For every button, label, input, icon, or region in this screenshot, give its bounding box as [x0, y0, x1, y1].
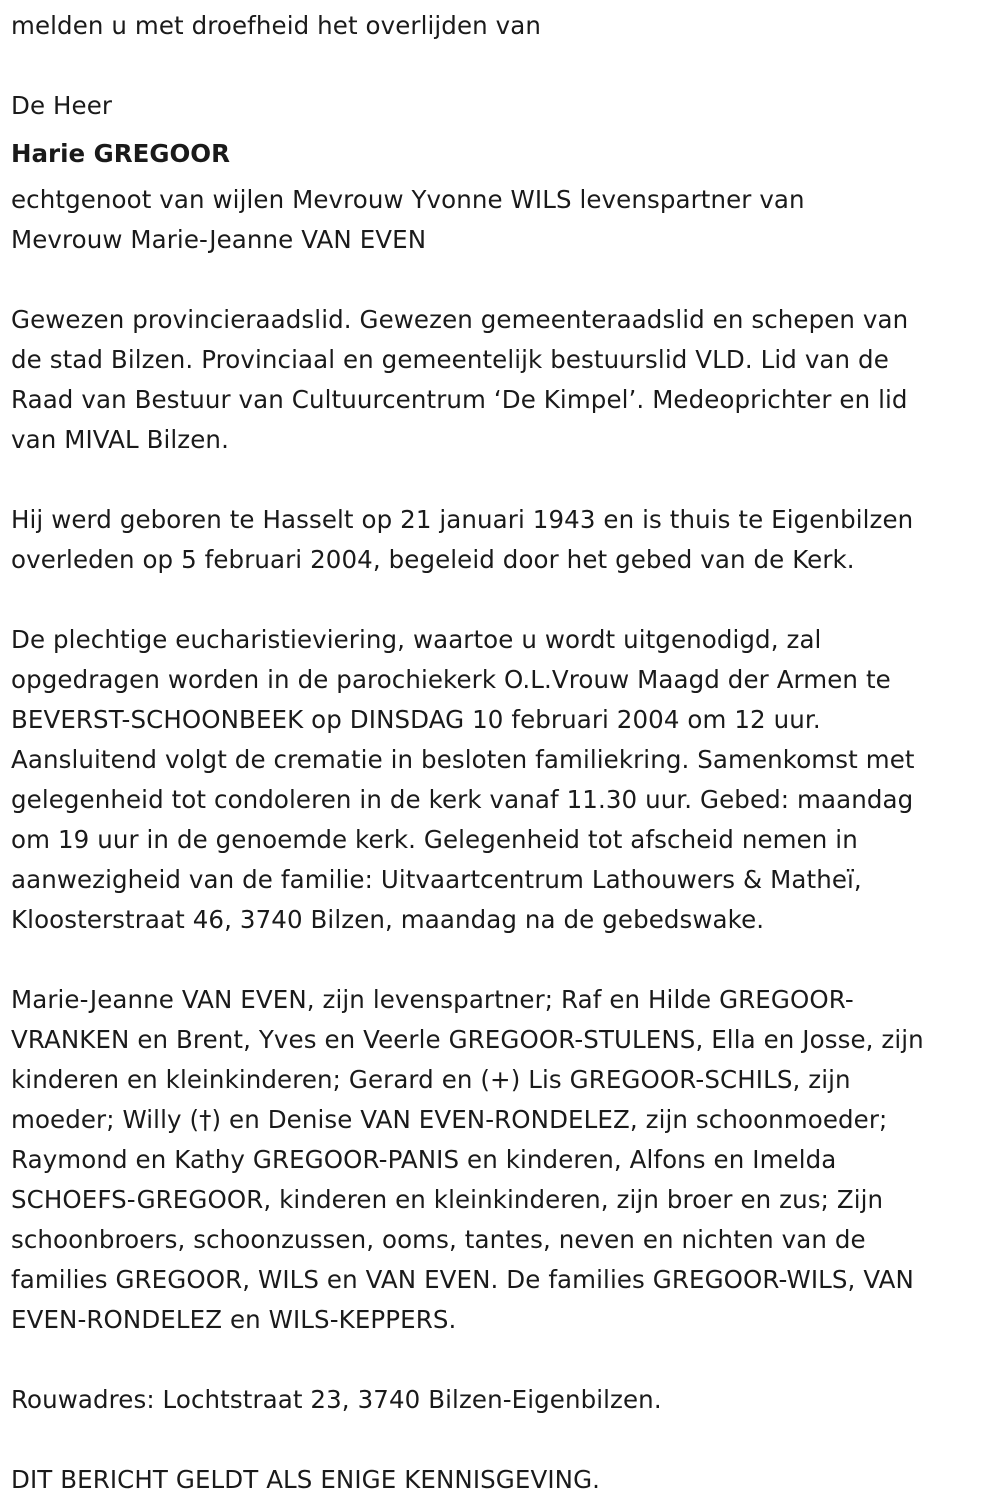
family-line: families GREGOOR, WILS en VAN EVEN. De families GREGOOR-WILS, VAN [11, 1265, 914, 1294]
spacer [11, 460, 990, 500]
family-line: kinderen en kleinkinderen; Gerard en (+) Lis GREGOOR-SCHILS, zijn [11, 1065, 851, 1094]
ceremony-line: om 19 uur in de genoemde kerk. Gelegenheid tot afscheid nemen in [11, 825, 858, 854]
family-paragraph [11, 980, 990, 1340]
family-line: Marie-Jeanne VAN EVEN, zijn levenspartner; Raf en Hilde GREGOOR- [11, 985, 854, 1014]
career-paragraph [11, 300, 990, 460]
birth-death-paragraph [11, 500, 990, 580]
birth-death-line: Hij werd geboren te Hasselt op 21 januari 1943 en is thuis te Eigenbilzen [11, 505, 914, 534]
spacer [11, 940, 990, 980]
family-line: schoonbroers, schoonzussen, ooms, tantes, neven en nichten van de [11, 1225, 866, 1254]
family-line: SCHOEFS-GREGOOR, kinderen en kleinkinderen, zijn broer en zus; Zijn [11, 1185, 884, 1214]
ceremony-line: Aansluitend volgt de crematie in besloten familiekring. Samenkomst met [11, 745, 915, 774]
family-line: moeder; Willy (†) en Denise VAN EVEN-RONDELEZ, zijn schoonmoeder; [11, 1105, 888, 1134]
notice-text: DIT BERICHT GELDT ALS ENIGE KENNISGEVING. [11, 1465, 601, 1494]
spacer [11, 46, 990, 86]
family-line: VRANKEN en Brent, Yves en Veerle GREGOOR-STULENS, Ella en Josse, zijn [11, 1025, 924, 1054]
ceremony-line: Kloosterstraat 46, 3740 Bilzen, maandag na de gebedswake. [11, 905, 765, 934]
ceremony-line: gelegenheid tot condoleren in de kerk vanaf 11.30 uur. Gebed: maandag [11, 785, 914, 814]
spacer [11, 1340, 990, 1380]
ceremony-line: aanwezigheid van de familie: Uitvaartcentrum Lathouwers & Matheï, [11, 865, 862, 894]
spouse-line-2: Mevrouw Marie-Jeanne VAN EVEN [11, 225, 427, 254]
intro-text: melden u met droefheid het overlijden van [11, 11, 541, 40]
ceremony-paragraph [11, 620, 990, 940]
family-line: Raymond en Kathy GREGOOR-PANIS en kinderen, Alfons en Imelda [11, 1145, 837, 1174]
career-line: Raad van Bestuur van Cultuurcentrum ‘De Kimpel’. Medeoprichter en lid [11, 385, 908, 414]
ceremony-line: De plechtige eucharistieviering, waartoe u wordt uitgenodigd, zal [11, 625, 822, 654]
career-line: van MIVAL Bilzen. [11, 425, 229, 454]
ceremony-line: opgedragen worden in de parochiekerk O.L.Vrouw Maagd der Armen te [11, 665, 891, 694]
spacer [11, 260, 990, 300]
salutation: De Heer [11, 91, 113, 120]
family-line: EVEN-RONDELEZ en WILS-KEPPERS. [11, 1305, 457, 1334]
mourning-address: Rouwadres: Lochtstraat 23, 3740 Bilzen-Eigenbilzen. [11, 1385, 662, 1414]
career-line: de stad Bilzen. Provinciaal en gemeentelijk bestuurslid VLD. Lid van de [11, 345, 889, 374]
ceremony-line: BEVERST-SCHOONBEEK op DINSDAG 10 februari 2004 om 12 uur. [11, 705, 821, 734]
spacer [11, 580, 990, 620]
deceased-name: Harie GREGOOR [11, 139, 231, 168]
spouse-line-1: echtgenoot van wijlen Mevrouw Yvonne WILS levenspartner van [11, 185, 805, 214]
career-line: Gewezen provincieraadslid. Gewezen gemeenteraadslid en schepen van [11, 305, 909, 334]
spacer [11, 1420, 990, 1460]
birth-death-line: overleden op 5 februari 2004, begeleid door het gebed van de Kerk. [11, 545, 855, 574]
